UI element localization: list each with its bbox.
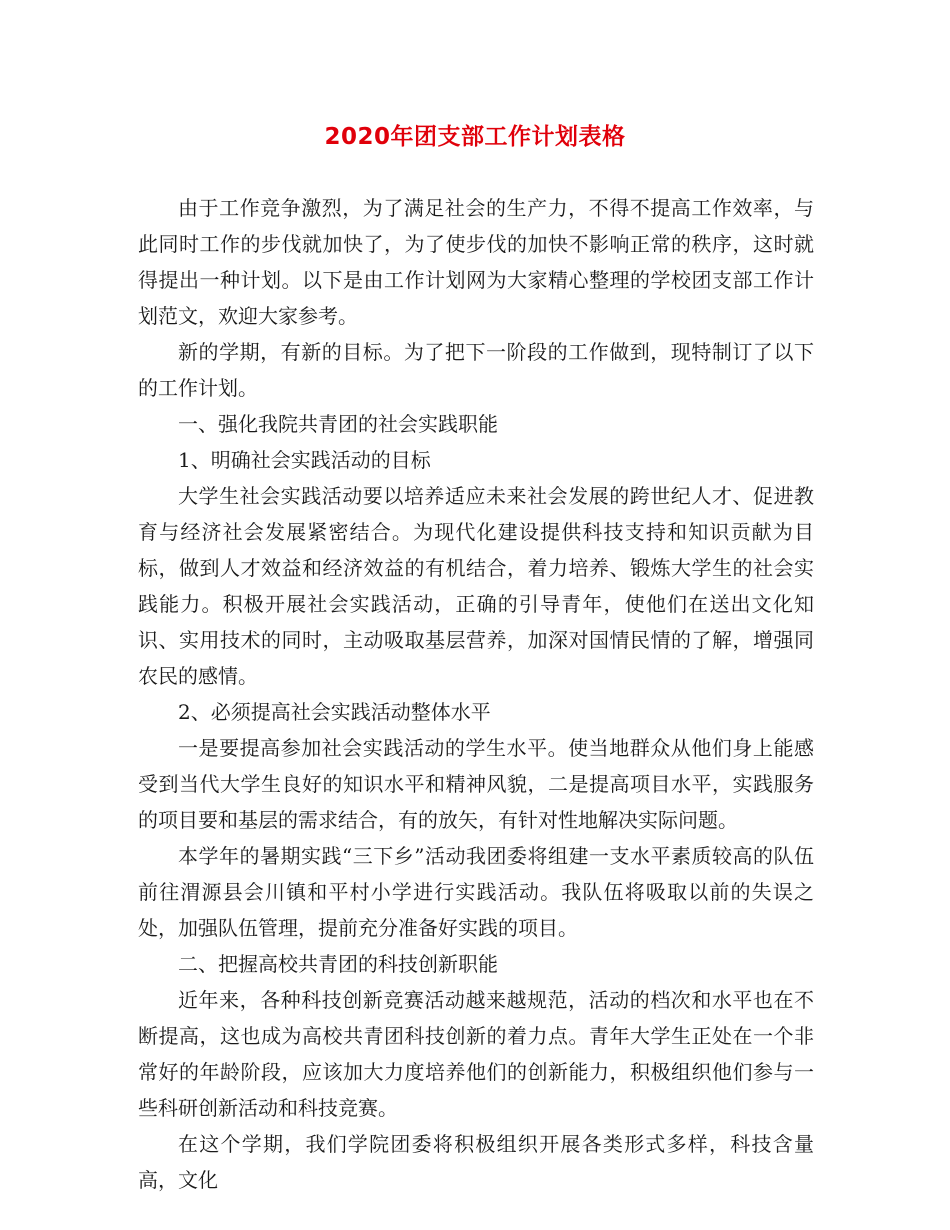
document-body [138,190,814,1198]
paragraph-innovation: 近年来，各种科技创新竞赛活动越来越规范，活动的档次和水平也在不断提高，这也成为高校共青团科技创新的着力点。青年大学生正处在一个非常好的年龄阶段，应该加大力度培养他们的创新能力，积极组织他们参与一些科研创新活动和科技竞赛。 [138,988,814,1120]
section-heading-1: 一、强化我院共青团的社会实践职能 [178,412,498,436]
document-title: 2020年团支部工作计划表格 [324,124,626,150]
paragraph-improve-level: 一是要提高参加社会实践活动的学生水平。使当地群众从他们身上能感受到当代大学生良好的知识水平和精神风貌，二是提高项目水平，实践服务的项目要和基层的需求结合，有的放矢，有针对性地解决实际问题。 [138,736,814,832]
paragraph-new-semester: 新的学期，有新的目标。为了把下一阶段的工作做到，现特制订了以下的工作计划。 [138,340,814,400]
paragraph-intro: 由于工作竞争激烈，为了满足社会的生产力，不得不提高工作效率，与此同时工作的步伐就加快了，为了使步伐的加快不影响正常的秩序，这时就得提出一种计划。以下是由工作计划网为大家精心整理的学校团支部工作计划范文，欢迎大家参考。 [138,196,814,328]
subsection-heading-1-2: 2、必须提高社会实践活动整体水平 [178,700,491,724]
section-heading-2: 二、把握高校共青团的科技创新职能 [178,952,498,976]
paragraph-summer-practice: 本学年的暑期实践“三下乡”活动我团委将组建一支水平素质较高的队伍前往渭源县会川镇和平村小学进行实践活动。我队伍将吸取以前的失误之处，加强队伍管理，提前充分准备好实践的项目。 [138,844,814,940]
paragraph-practice-goals: 大学生社会实践活动要以培养适应未来社会发展的跨世纪人才、促进教育与经济社会发展紧密结合。为现代化建设提供科技支持和知识贡献为目标，做到人才效益和经济效益的有机结合，着力培养、锻炼大学生的社会实践能力。积极开展社会实践活动，正确的引导青年，使他们在送出文化知识、实用技术的同时，主动吸取基层营养，加深对国情民情的了解，增强同农民的感情。 [138,484,814,688]
subsection-heading-1-1: 1、明确社会实践活动的目标 [178,448,431,472]
paragraph-this-semester: 在这个学期，我们学院团委将积极组织开展各类形式多样，科技含量高，文化 [138,1132,814,1192]
